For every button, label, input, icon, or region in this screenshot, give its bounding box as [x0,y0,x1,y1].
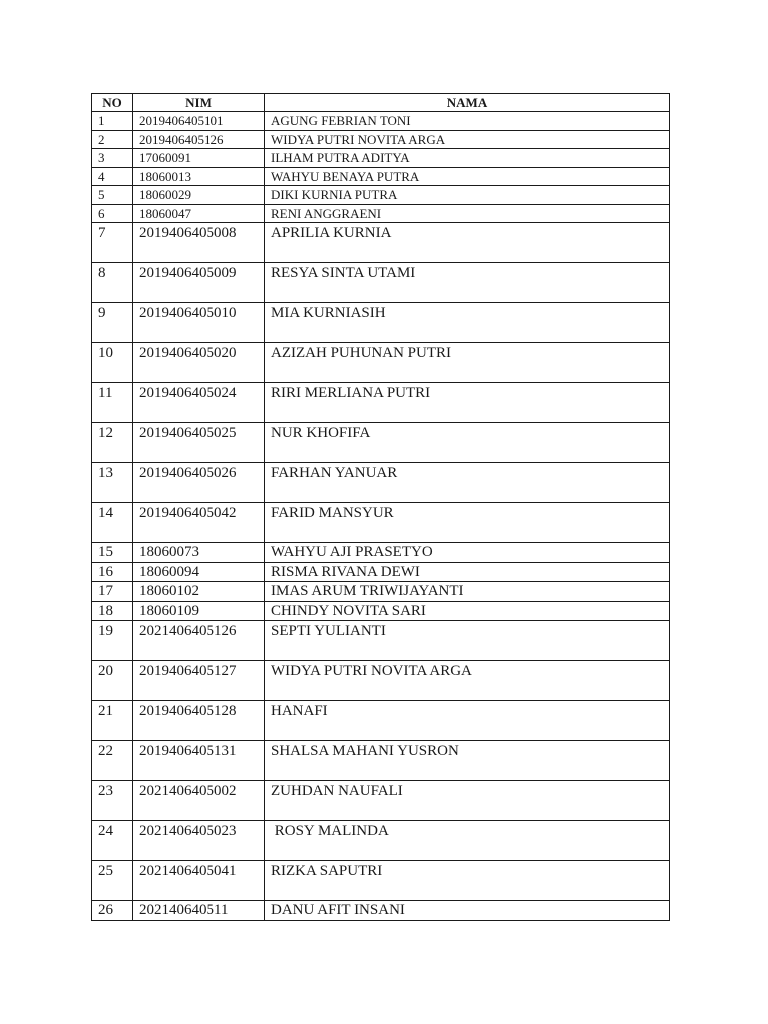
cell-nama: DANU AFIT INSANI [265,901,670,921]
cell-nama: ILHAM PUTRA ADITYA [265,149,670,168]
cell-nama: IMAS ARUM TRIWIJAYANTI [265,582,670,602]
cell-nim: 18060073 [133,543,265,563]
table-row [92,112,670,131]
cell-nama: ROSY MALINDA [265,821,670,861]
table-row [92,701,670,741]
cell-nim: 2021406405041 [133,861,265,901]
cell-nim: 18060102 [133,582,265,602]
cell-no: 22 [92,741,133,781]
cell-nim: 2019406405025 [133,423,265,463]
cell-nama: ZUHDAN NAUFALI [265,781,670,821]
table-row [92,204,670,223]
cell-nim: 2021406405126 [133,621,265,661]
table-row [92,423,670,463]
table-row [92,621,670,661]
table-row [92,186,670,205]
cell-nim: 2019406405008 [133,223,265,263]
cell-no: 6 [92,204,133,223]
table-row [92,601,670,621]
cell-nim: 2021406405002 [133,781,265,821]
cell-nama: SHALSA MAHANI YUSRON [265,741,670,781]
cell-no: 19 [92,621,133,661]
table-row [92,223,670,263]
cell-nama: RIZKA SAPUTRI [265,861,670,901]
cell-no: 11 [92,383,133,423]
table-row [92,167,670,186]
cell-nim: 18060029 [133,186,265,205]
cell-nim: 2019406405020 [133,343,265,383]
table-row [92,343,670,383]
cell-nama: RESYA SINTA UTAMI [265,263,670,303]
cell-nim: 2019406405127 [133,661,265,701]
table-row [92,582,670,602]
table-body [92,112,670,921]
cell-nim: 2019406405024 [133,383,265,423]
cell-no: 21 [92,701,133,741]
cell-nama: WAHYU AJI PRASETYO [265,543,670,563]
cell-nama: CHINDY NOVITA SARI [265,601,670,621]
cell-no: 16 [92,562,133,582]
cell-nama: MIA KURNIASIH [265,303,670,343]
table-row [92,503,670,543]
table-row [92,130,670,149]
cell-no: 14 [92,503,133,543]
table-row [92,821,670,861]
cell-nim: 2019406405026 [133,463,265,503]
cell-nama: SEPTI YULIANTI [265,621,670,661]
table-row [92,263,670,303]
student-table [91,93,670,921]
cell-nama: WAHYU BENAYA PUTRA [265,167,670,186]
cell-nama: WIDYA PUTRI NOVITA ARGA [265,661,670,701]
cell-no: 4 [92,167,133,186]
table-row [92,781,670,821]
cell-no: 18 [92,601,133,621]
cell-nama: HANAFI [265,701,670,741]
cell-nim: 2021406405023 [133,821,265,861]
cell-no: 7 [92,223,133,263]
table-row [92,741,670,781]
cell-nim: 18060094 [133,562,265,582]
cell-nim: 17060091 [133,149,265,168]
cell-no: 3 [92,149,133,168]
cell-no: 17 [92,582,133,602]
cell-nim: 18060109 [133,601,265,621]
cell-nama: AZIZAH PUHUNAN PUTRI [265,343,670,383]
table-row [92,543,670,563]
header-no: NO [92,94,133,112]
table-row [92,661,670,701]
cell-nama: DIKI KURNIA PUTRA [265,186,670,205]
cell-nim: 2019406405042 [133,503,265,543]
cell-nim: 2019406405131 [133,741,265,781]
table-row [92,383,670,423]
cell-nama: WIDYA PUTRI NOVITA ARGA [265,130,670,149]
cell-no: 26 [92,901,133,921]
cell-nama: RENI ANGGRAENI [265,204,670,223]
header-nim: NIM [133,94,265,112]
cell-nama: AGUNG FEBRIAN TONI [265,112,670,131]
header-nama: NAMA [265,94,670,112]
cell-nim: 2019406405101 [133,112,265,131]
cell-no: 2 [92,130,133,149]
cell-no: 23 [92,781,133,821]
cell-nama: FARHAN YANUAR [265,463,670,503]
table-row [92,861,670,901]
cell-no: 13 [92,463,133,503]
table-row [92,562,670,582]
cell-no: 15 [92,543,133,563]
cell-nama: APRILIA KURNIA [265,223,670,263]
cell-nim: 18060047 [133,204,265,223]
cell-no: 9 [92,303,133,343]
cell-nim: 18060013 [133,167,265,186]
cell-nim: 2019406405009 [133,263,265,303]
cell-nim: 2019406405126 [133,130,265,149]
cell-nama: FARID MANSYUR [265,503,670,543]
cell-nama: RISMA RIVANA DEWI [265,562,670,582]
cell-no: 5 [92,186,133,205]
cell-no: 10 [92,343,133,383]
cell-nama: NUR KHOFIFA [265,423,670,463]
cell-no: 20 [92,661,133,701]
table-row [92,303,670,343]
cell-no: 24 [92,821,133,861]
cell-no: 8 [92,263,133,303]
cell-no: 25 [92,861,133,901]
table-row [92,463,670,503]
table-row [92,901,670,921]
cell-no: 1 [92,112,133,131]
table-row [92,149,670,168]
cell-no: 12 [92,423,133,463]
cell-nim: 2019406405010 [133,303,265,343]
table-header-row [92,94,670,112]
cell-nim: 202140640511 [133,901,265,921]
cell-nama: RIRI MERLIANA PUTRI [265,383,670,423]
cell-nim: 2019406405128 [133,701,265,741]
